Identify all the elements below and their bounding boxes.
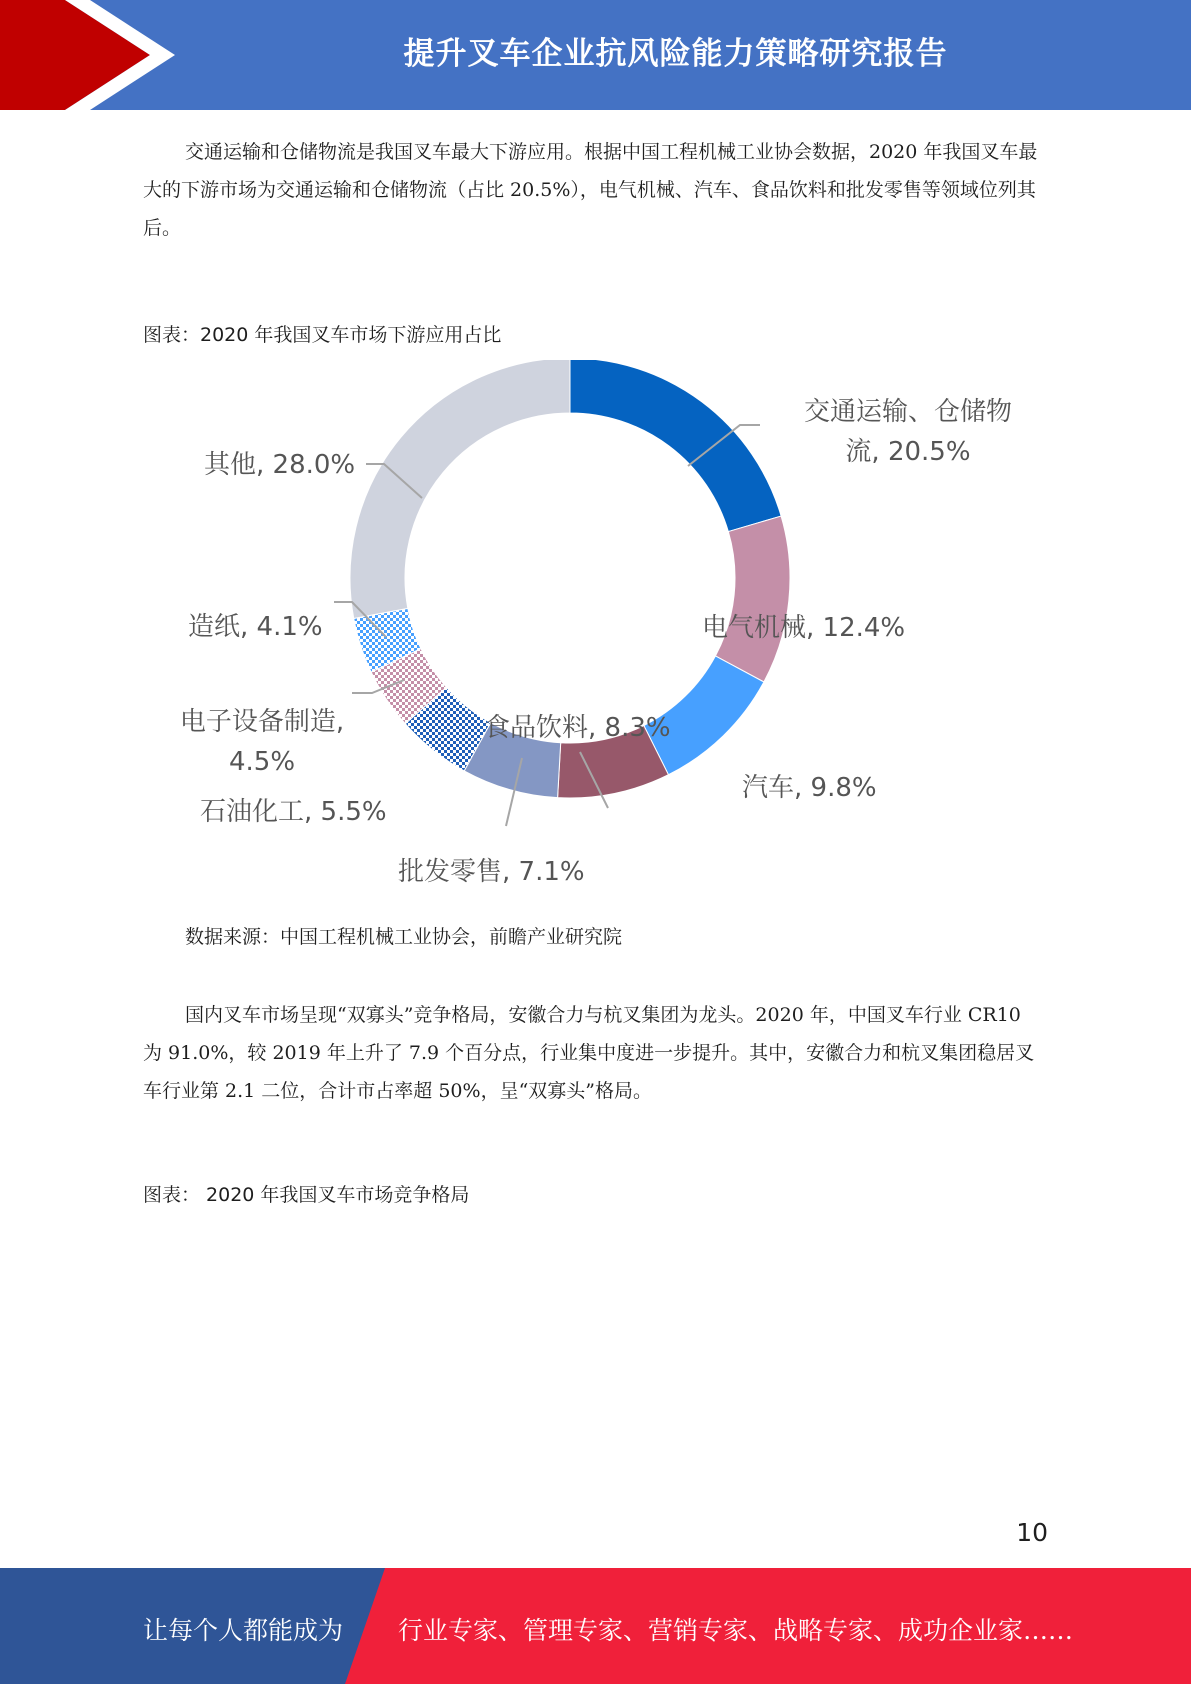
slice-label-line: 流, 20.5% bbox=[845, 437, 971, 467]
report-title: 提升叉车企业抗风险能力策略研究报告 bbox=[403, 36, 948, 72]
slice-label-line: 其他, 28.0% bbox=[204, 450, 356, 480]
slice-label-line: 石油化工, 5.5% bbox=[200, 797, 387, 827]
slice-label-line: 造纸, 4.1% bbox=[188, 612, 323, 642]
slice-label-line: 批发零售, 7.1% bbox=[398, 857, 585, 887]
slice-data-label bbox=[200, 797, 387, 827]
slice-label-line: 食品饮料, 8.3% bbox=[484, 713, 671, 743]
slice-data-label bbox=[804, 397, 1012, 467]
slice-data-label bbox=[188, 612, 323, 642]
slice-data-label bbox=[742, 773, 877, 803]
data-source: 数据来源：中国工程机械工业协会，前瞻产业研究院 bbox=[185, 926, 623, 948]
figure-caption-downstream: 图表：2020 年我国叉车市场下游应用占比 bbox=[143, 324, 502, 346]
slice-label-line: 电气机械, 12.4% bbox=[702, 613, 906, 643]
slice-data-label bbox=[398, 857, 585, 887]
paragraph-downstream: 交通运输和仓储物流是我国叉车最大下游应用。根据中国工程机械工业协会数据，2020 年我国叉车最大的下游市场为交通运输和仓储物流（占比 20.5%），电气机械、汽车、食品饮料和批发零售等领域位列其后。 bbox=[143, 141, 1038, 239]
slice-label-line: 汽车, 9.8% bbox=[742, 773, 877, 803]
downstream-donut-chart bbox=[0, 360, 1191, 900]
footer-slogan-right: 行业专家、管理专家、营销专家、战略专家、成功企业家…… bbox=[398, 1616, 1074, 1645]
paragraph-competition: 国内叉车市场呈现“双寡头”竞争格局，安徽合力与杭叉集团为龙头。2020 年，中国叉车行业 CR10 为 91.0%，较 2019 年上升了 7.9 个百分点，行业集中度进一步提升。其中，安徽合力和杭叉集团稳居叉车行业第 2.1 二位，合计市占率超 50%，呈“双寡头”格局。 bbox=[143, 1004, 1035, 1102]
footer-slogan-left: 让每个人都能成为 bbox=[143, 1616, 344, 1645]
donut-slice bbox=[350, 360, 570, 618]
slice-data-label bbox=[180, 707, 344, 777]
slice-data-label bbox=[702, 613, 905, 643]
figure-caption-competition: 图表： 2020 年我国叉车市场竞争格局 bbox=[143, 1184, 470, 1206]
page-number: 10 bbox=[1016, 1518, 1048, 1547]
slice-label-line: 4.5% bbox=[228, 747, 296, 777]
donut-slice bbox=[570, 360, 781, 532]
donut-slice bbox=[715, 516, 790, 682]
slice-label-line: 交通运输、仓储物 bbox=[803, 397, 1013, 427]
slice-data-label bbox=[204, 450, 355, 480]
page-header bbox=[0, 0, 1191, 110]
slice-label-line: 电子设备制造, bbox=[179, 707, 345, 737]
slice-data-label bbox=[484, 713, 671, 743]
page-footer bbox=[0, 1568, 1191, 1684]
